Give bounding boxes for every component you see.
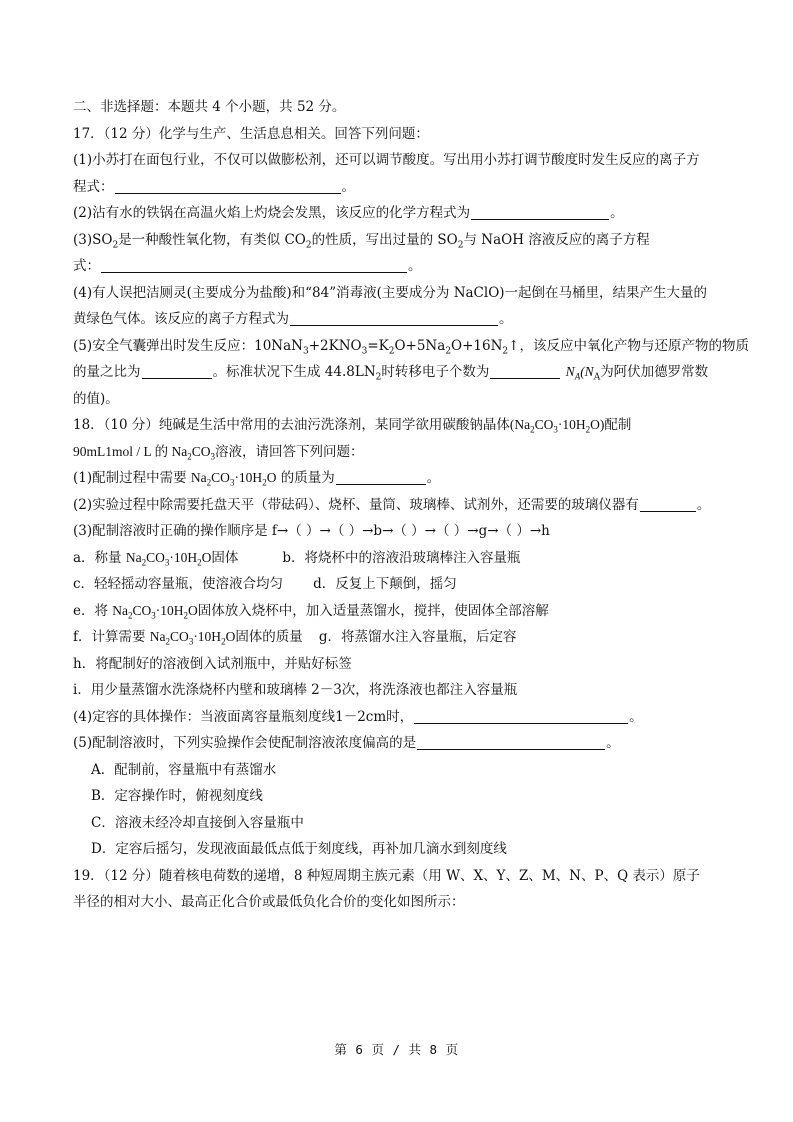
avogadro-symbol: [565, 364, 581, 382]
q17-part1-line1: (1)小苏打在面包行业，不仅可以做膨松剂，还可以调节酸度。写出用小苏打调节酸度时发生反应的离子方: [73, 152, 700, 168]
q17-part4-text: 黄绿色气体。该反应的离子方程式为: [73, 311, 289, 327]
subscript: 3: [151, 610, 156, 621]
q17-part1-answer-blank[interactable]: [115, 178, 341, 194]
q17-part2: [73, 200, 733, 227]
q18-head-text: 18．（10 分）纯碱是生活中常用的去油污洗涤剂，某同学欲用碳酸钠晶体: [73, 417, 510, 433]
subscript: 2: [128, 610, 133, 621]
subscript: 3: [229, 477, 235, 488]
q18-head-line2: [73, 439, 733, 466]
step-d: d．反复上下颠倒，摇匀: [313, 576, 457, 592]
q18-part2-suffix: 。: [696, 496, 711, 513]
q17-part3-answer-blank[interactable]: [101, 257, 407, 273]
formula-na2co3-10h2o: [509, 417, 605, 435]
symbol-n: N: [565, 364, 575, 379]
exam-page: [73, 94, 749, 916]
formula-part: ·10H: [557, 417, 586, 432]
step-a-text: a．称量: [73, 549, 126, 566]
avogadro-paren: (N: [580, 364, 594, 379]
q17-part1-line2: [73, 174, 733, 201]
subscript: 2: [165, 636, 171, 647]
q18-part5-suffix: 。: [606, 735, 620, 751]
step-a-suffix: 固体: [211, 549, 239, 566]
subscript: A: [574, 371, 581, 382]
subscript: 2: [585, 424, 591, 435]
q19-head-line1: 19．（12 分）随着核电荷数的递增，8 种短周期主族元素（用 W、X、Y、Z、M、N、P、Q 表示）原子: [73, 867, 700, 884]
formula-part: CO: [132, 602, 152, 618]
q17-part3-line1: [73, 227, 733, 254]
step-g: g．将蒸馏水注入容量瓶，后定容: [318, 629, 517, 645]
subscript: 2: [388, 346, 395, 357]
formula-part: O: [590, 417, 600, 432]
q18-option-c[interactable]: C．溶液未经冷却直接倒入容量瓶中: [91, 814, 304, 831]
formula-part: Na: [190, 470, 207, 485]
step-b: b．将烧杯中的溶液沿玻璃棒注入容量瓶: [282, 549, 521, 566]
formula-part: Na: [149, 629, 166, 644]
q18-step-i: i．用少量蒸馏水洗涤烧杯内壁和玻璃棒 2－3次，将洗涤液也都注入容量瓶: [73, 682, 518, 698]
q17-part5-line3: 的值)。: [73, 390, 119, 407]
subscript: 2: [197, 557, 202, 568]
subscript: 3: [164, 557, 170, 568]
q18-head-line1: [73, 412, 733, 439]
q18-part1: [73, 465, 733, 492]
q17-part2-text: (2)沾有水的铁锅在高温火焰上灼烧会发黑，该反应的化学方程式为: [73, 205, 471, 221]
q17-part4-answer-blank[interactable]: [290, 310, 498, 326]
q17-part2-suffix: 。: [610, 205, 624, 221]
step-e-text: e．将: [73, 602, 113, 619]
q18-part5-answer-blank[interactable]: [417, 734, 605, 750]
q17-part5-text-a: (5)安全气囊弹出时发生反应：10NaN: [73, 337, 303, 354]
q18-part4-suffix: 。: [629, 708, 643, 725]
q17-part5-text-c: =K: [367, 337, 389, 354]
step-f-text: f．计算需要: [73, 629, 150, 645]
subscript: 2: [141, 557, 147, 568]
q17-part5-text-i: 时转移电子个数为: [381, 364, 490, 380]
formula-part: CO: [170, 629, 189, 644]
step-c: c．轻轻摇动容量瓶，使溶液合均匀: [73, 576, 284, 592]
formula-part: ·10H: [193, 629, 222, 644]
formula-part: ·10H: [169, 549, 198, 565]
q17-part4-line1: (4)有人误把洁厕灵(主要成分为盐酸)和“84”消毒液(主要成分为 NaClO)一起倒在马桶里，结果产生大量的: [73, 284, 708, 301]
q17-part1-suffix: 。: [341, 178, 355, 195]
q17-part3-prefix: 式：: [73, 258, 100, 274]
q17-part5-text-j: 为阿伏加德罗常数: [600, 364, 709, 380]
q17-part5-text-f: ↑，该反应中氧化产物与还原产物的物质: [508, 337, 749, 354]
q17-part1-prefix: 程式：: [73, 178, 114, 195]
formula-part: O: [225, 629, 236, 644]
formula-part: CO: [146, 549, 165, 565]
q18-part2-answer-blank[interactable]: [640, 496, 696, 512]
formula-part: O: [201, 549, 212, 565]
formula-na2co3: [171, 443, 216, 462]
subscript: 2: [530, 424, 535, 435]
q19-head-line2: 半径的相对大小、最高正化合价或最低负化合价的变化如图所示：: [73, 894, 465, 910]
q17-part5-text-d: O+5Na: [394, 337, 446, 354]
q18-part4-answer-blank[interactable]: [414, 708, 628, 724]
formula-part: ·10H: [155, 602, 184, 618]
subscript: 2: [183, 610, 189, 621]
subscript: 2: [206, 477, 212, 488]
subscript: 2: [221, 636, 226, 647]
q18-part2-text: (2)实验过程中除需要托盘天平（带砝码）、烧杯、量筒、玻璃棒、试剂外，还需要的玻璃仪器有: [73, 496, 639, 513]
formula-na2co3-10h2o: [125, 549, 212, 568]
subscript: 2: [445, 346, 452, 357]
subscript: 3: [188, 636, 194, 647]
formula-part: O: [188, 602, 198, 618]
formula-part: Na: [125, 549, 142, 565]
formula-part: Na: [112, 602, 129, 618]
subscript: 2: [457, 240, 464, 251]
q17-part3-text-a: (3)SO: [73, 231, 113, 248]
step-f-suffix: 固体的质量: [235, 629, 303, 645]
subscript: 3: [553, 424, 558, 435]
subscript: 2: [375, 372, 382, 383]
q18-head-text-b: 配制: [604, 417, 632, 433]
formula-part: CO: [211, 470, 230, 485]
formula-part: O: [266, 470, 277, 485]
q18-part3: (3)配制溶液时正确的操作顺序是 f→（ ）→（ ）→b→（ ）→（ ）→g→（ ）→h: [73, 523, 550, 539]
formula-part: CO: [191, 443, 211, 459]
q18-part1-suffix: 。: [426, 470, 441, 486]
subscript: 3: [210, 451, 216, 462]
section-title: 二、非选择题：本题共 4 个小题，共 52 分。: [73, 99, 346, 115]
q18-step-h: h．将配制好的溶液倒入试剂瓶中，并贴好标签: [73, 655, 352, 672]
subscript: 3: [302, 346, 309, 357]
subscript: 2: [187, 451, 192, 462]
q18-steps-c-d: [73, 571, 733, 598]
paren-left: (: [509, 417, 515, 432]
q18-head-text-c: 溶液，请回答下列问题：: [215, 443, 364, 460]
paren-right: ): [599, 417, 605, 432]
q17-part5-electrons-blank[interactable]: [490, 363, 560, 379]
formula-na2co3-10h2o: [149, 629, 236, 647]
q18-option-b[interactable]: B．定容操作时，俯视刻度线: [91, 788, 263, 804]
q18-steps-f-g: [73, 624, 733, 651]
q17-part3-text-d: 与 NaOH 溶液反应的离子方程: [463, 231, 650, 248]
q18-option-d[interactable]: D．定容后摇匀，发现液面最低点低于刻度线，再补加几滴水到刻度线: [91, 841, 507, 857]
q18-concentration: 90mL1mol / L 的: [73, 443, 172, 459]
q17-head: 17．（12 分）化学与生产、生活息息相关。回答下列问题：: [73, 125, 429, 142]
q17-part5-line1: [73, 333, 749, 360]
q17-part3-suffix: 。: [408, 258, 422, 274]
q17-part5-text-b: +2KNO: [308, 337, 362, 354]
q18-part5-text: (5)配制溶液时，下列实验操作会使配制溶液浓度偏高的是: [73, 735, 417, 751]
q17-part3-text-b: 是一种酸性氧化物，有类似 CO: [118, 231, 306, 248]
q17-part5-ratio-blank[interactable]: [142, 363, 212, 379]
formula-part: ·10H: [234, 470, 263, 485]
formula-part: Na: [171, 443, 188, 459]
subscript: 3: [361, 346, 368, 357]
q17-part5-line2: [73, 359, 733, 386]
q17-part4-line2: [73, 306, 733, 333]
q17-part3-text-c: 的性质，写出过量的 SO: [311, 231, 458, 248]
q17-part5-text-g: 的量之比为: [73, 364, 141, 380]
formula-part: CO: [534, 417, 554, 432]
q18-part1-answer-blank[interactable]: [336, 469, 426, 485]
q18-part2: [73, 492, 733, 519]
q18-part1-text-b: 的质量为: [276, 470, 335, 486]
q18-part4: [73, 704, 733, 731]
page-footer: 第 6 页 / 共 8 页: [334, 1042, 459, 1057]
q17-part4-suffix: 。: [499, 311, 513, 327]
subscript: 2: [112, 240, 119, 251]
q17-part3-line2: [73, 253, 733, 280]
formula-part: Na: [514, 417, 531, 432]
q17-part2-answer-blank[interactable]: [471, 204, 609, 220]
subscript: 2: [262, 477, 267, 488]
q18-option-a[interactable]: A．配制前，容量瓶中有蒸馏水: [91, 761, 277, 778]
subscript: 2: [305, 240, 312, 251]
q18-part4-text: (4)定容的具体操作：当液面离容量瓶刻度线1－2cm时，: [73, 708, 414, 725]
q18-part5: [73, 730, 733, 757]
q18-steps-a-b: [73, 545, 733, 572]
formula-na2co3-10h2o: [112, 602, 198, 621]
step-e-suffix: 固体放入烧杯中，加入适量蒸馏水，搅拌，使固体全部溶解: [197, 602, 549, 619]
q18-part1-text: (1)配制过程中需要: [73, 470, 191, 486]
subscript: 2: [502, 346, 509, 357]
subscript: A: [593, 372, 601, 383]
q18-step-e: [73, 598, 733, 625]
q17-part5-text-e: O+16N: [451, 337, 503, 354]
formula-na2co3-10h2o: [190, 470, 277, 488]
q17-part5-text-h: 。标准状况下生成 44.8LN: [212, 364, 376, 380]
